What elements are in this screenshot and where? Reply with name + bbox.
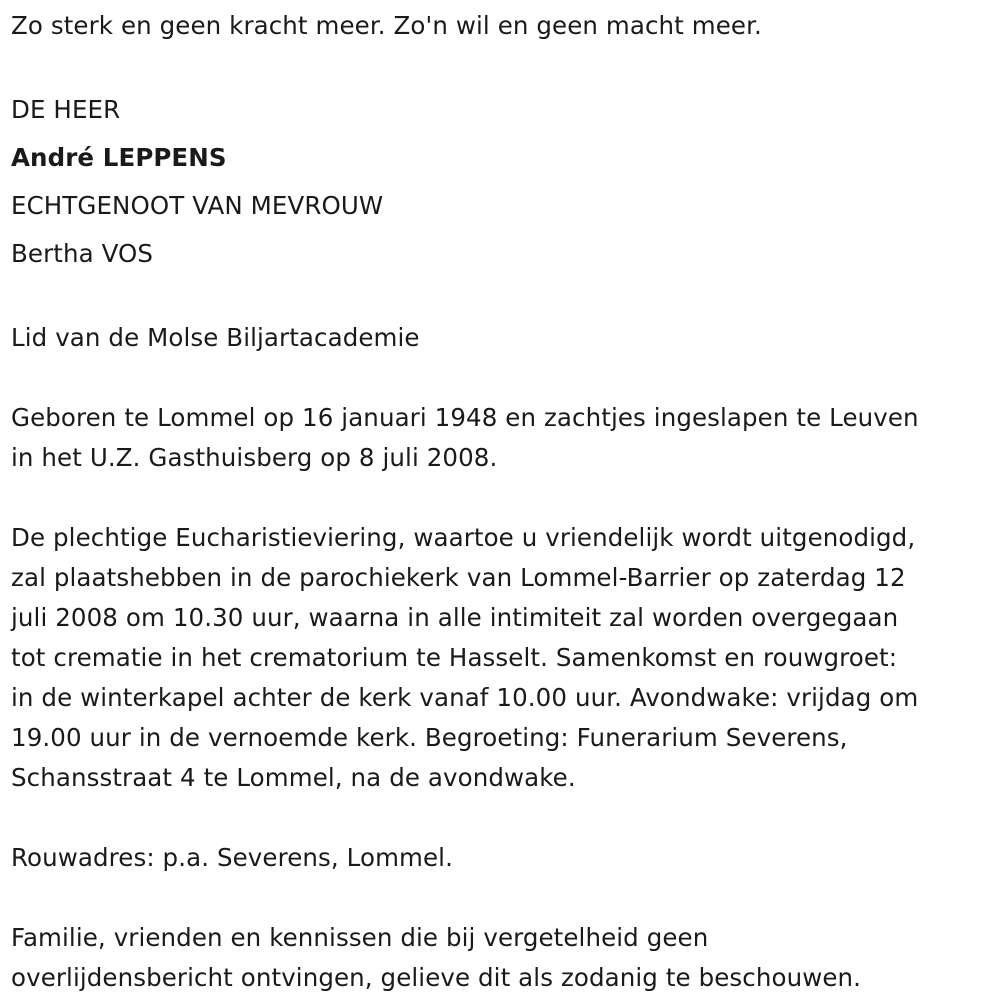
mourning-address: Rouwadres: p.a. Severens, Lommel. bbox=[11, 843, 453, 872]
relation-line: ECHTGENOOT VAN MEVROUW bbox=[11, 191, 384, 220]
spacer bbox=[11, 46, 991, 86]
opening-quote: Zo sterk en geen kracht meer. Zo'n wil en geen macht meer. bbox=[11, 11, 762, 40]
paragraph-line: overlijdensbericht ontvingen, gelieve dit als zodanig te beschouwen. bbox=[11, 963, 862, 992]
birth-death-paragraph bbox=[11, 398, 991, 478]
paragraph-line: Schansstraat 4 te Lommel, na de avondwake. bbox=[11, 763, 576, 792]
deceased-header bbox=[11, 86, 991, 278]
closing-paragraph bbox=[11, 918, 991, 998]
spacer bbox=[11, 358, 991, 398]
spacer bbox=[11, 878, 991, 918]
spacer bbox=[11, 478, 991, 518]
paragraph-line: in de winterkapel achter de kerk vanaf 10.00 uur. Avondwake: vrijdag om bbox=[11, 683, 919, 712]
spouse-name: Bertha VOS bbox=[11, 239, 154, 268]
ceremony-paragraph bbox=[11, 518, 991, 798]
paragraph-line: Familie, vrienden en kennissen die bij vergetelheid geen bbox=[11, 923, 709, 952]
paragraph-line: juli 2008 om 10.30 uur, waarna in alle intimiteit zal worden overgegaan bbox=[11, 603, 899, 632]
paragraph-line: Geboren te Lommel op 16 januari 1948 en zachtjes ingeslapen te Leuven bbox=[11, 403, 919, 432]
paragraph-line: 19.00 uur in de vernoemde kerk. Begroeting: Funerarium Severens, bbox=[11, 723, 848, 752]
paragraph-line: tot crematie in het crematorium te Hasselt. Samenkomst en rouwgroet: bbox=[11, 643, 898, 672]
membership-line: Lid van de Molse Biljartacademie bbox=[11, 323, 420, 352]
obituary-notice bbox=[11, 0, 991, 998]
paragraph-line: De plechtige Eucharistieviering, waartoe u vriendelijk wordt uitgenodigd, bbox=[11, 523, 916, 552]
deceased-name: André LEPPENS bbox=[11, 143, 227, 172]
spacer bbox=[11, 278, 991, 318]
title-line: DE HEER bbox=[11, 95, 121, 124]
paragraph-line: in het U.Z. Gasthuisberg op 8 juli 2008. bbox=[11, 443, 498, 472]
spacer bbox=[11, 798, 991, 838]
paragraph-line: zal plaatshebben in de parochiekerk van Lommel-Barrier op zaterdag 12 bbox=[11, 563, 906, 592]
